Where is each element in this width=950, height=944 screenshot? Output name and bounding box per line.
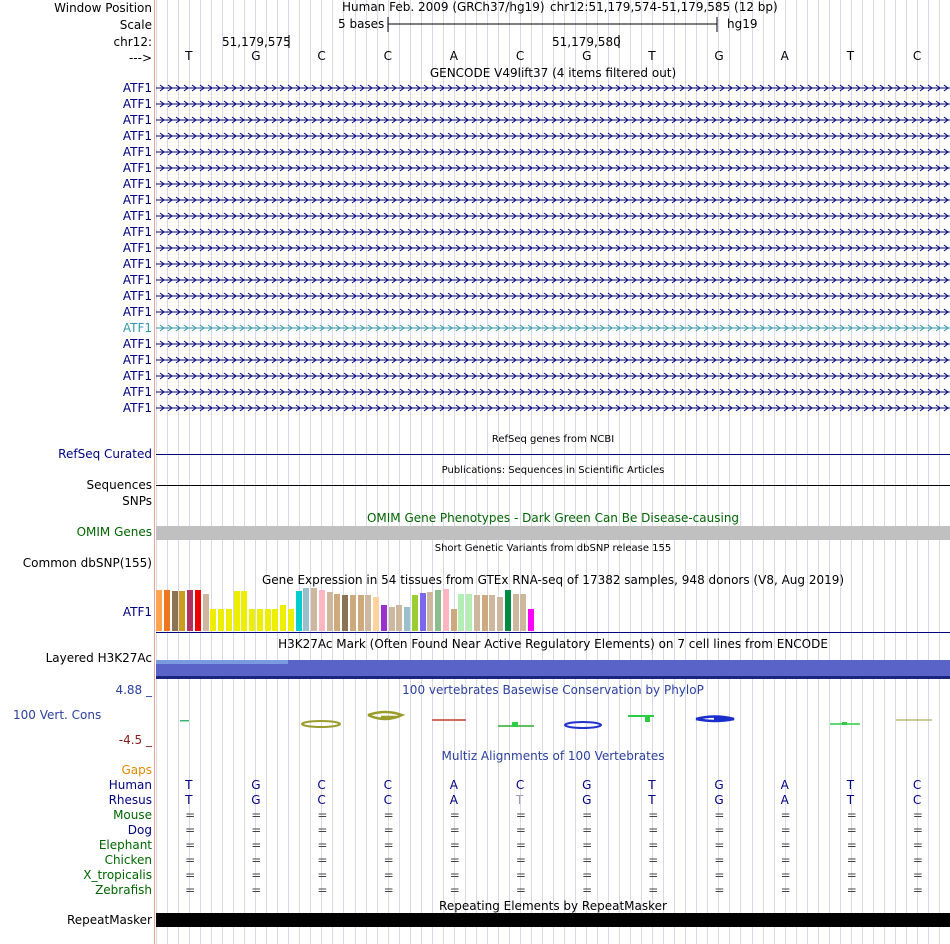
gtex-tissue-bar[interactable] <box>381 605 387 631</box>
alignment-base: = <box>449 883 460 897</box>
gtex-tissue-bar[interactable] <box>272 609 278 631</box>
gtex-tissue-bar[interactable] <box>458 594 464 631</box>
alignment-base: = <box>449 853 460 867</box>
alignment-base: = <box>780 838 791 852</box>
alignment-base: = <box>515 853 526 867</box>
cons-mark <box>180 720 189 722</box>
alignment-base: G <box>714 793 724 807</box>
gtex-tissue-bar[interactable] <box>358 595 364 631</box>
species-label[interactable]: Elephant <box>98 838 152 852</box>
alignment-base: = <box>714 853 725 867</box>
gencode-item-label[interactable]: ATF1 <box>122 97 152 111</box>
gtex-tissue-bar[interactable] <box>303 588 309 631</box>
gencode-item-label[interactable]: ATF1 <box>122 209 152 223</box>
species-label[interactable]: Human <box>108 778 152 792</box>
alignment-base: = <box>714 868 725 882</box>
alignment-base: = <box>582 838 593 852</box>
alignment-base: = <box>317 853 328 867</box>
alignment-base: = <box>780 853 791 867</box>
alignment-base: = <box>515 883 526 897</box>
gtex-tissue-bar[interactable] <box>427 592 433 631</box>
h3k27ac-signal-peak <box>156 660 288 664</box>
gtex-tissue-bar[interactable] <box>451 609 457 631</box>
gtex-tissue-bar[interactable] <box>249 609 255 631</box>
gencode-item-label[interactable]: ATF1 <box>122 193 152 207</box>
gencode-transcript[interactable] <box>156 147 950 157</box>
gtex-tissue-bar[interactable] <box>404 607 410 631</box>
alignment-base: = <box>912 868 923 882</box>
repeatmasker-title: Repeating Elements by RepeatMasker <box>439 899 667 913</box>
base-letter: C <box>515 49 525 63</box>
alignment-base: = <box>648 823 659 837</box>
gtex-tissue-bar[interactable] <box>172 591 178 631</box>
alignment-base: = <box>648 868 659 882</box>
gencode-item-label[interactable]: ATF1 <box>122 321 152 335</box>
gtex-tissue-bar[interactable] <box>226 609 232 631</box>
alignment-base: = <box>846 808 857 822</box>
alignment-base: = <box>714 883 725 897</box>
alignment-base: = <box>780 883 791 897</box>
coord-right: 51,179,580 <box>552 35 621 49</box>
alignment-base: = <box>582 868 593 882</box>
alignment-base: = <box>383 823 394 837</box>
multiz-title: Multiz Alignments of 100 Vertebrates <box>441 749 665 763</box>
snps-label[interactable]: SNPs <box>122 494 152 508</box>
alignment-base: = <box>449 838 460 852</box>
alignment-base: = <box>383 808 394 822</box>
gencode-transcript[interactable] <box>156 211 950 221</box>
gtex-tissue-bar[interactable] <box>443 589 449 631</box>
base-letter: A <box>449 49 458 63</box>
alignment-base: G <box>582 778 592 792</box>
alignment-base: = <box>912 808 923 822</box>
cons-mark <box>368 712 402 719</box>
alignment-base: = <box>449 823 460 837</box>
alignment-base: = <box>582 883 593 897</box>
base-letter: C <box>912 49 922 63</box>
gencode-item-label[interactable]: ATF1 <box>122 145 152 159</box>
scale-label: Scale <box>119 18 152 32</box>
gtex-tissue-bar[interactable] <box>241 591 247 631</box>
gtex-tissue-bar[interactable] <box>350 595 356 631</box>
gtex-tissue-bar[interactable] <box>365 595 371 631</box>
gtex-tissue-bar[interactable] <box>482 595 488 631</box>
alignment-base: = <box>383 868 394 882</box>
gencode-item-label[interactable]: ATF1 <box>122 177 152 191</box>
cons-label[interactable]: 100 Vert. Cons <box>13 708 102 722</box>
omim-title: OMIM Gene Phenotypes - Dark Green Can Be Disease-causing <box>366 511 740 525</box>
alignment-base: = <box>317 838 328 852</box>
alignment-base: A <box>449 778 458 792</box>
cons-min: -4.5 _ <box>118 733 152 747</box>
alignment-base: = <box>383 838 394 852</box>
alignment-base: = <box>780 868 791 882</box>
alignment-base: = <box>251 883 262 897</box>
gencode-item-label[interactable]: ATF1 <box>122 305 152 319</box>
gencode-item-label[interactable]: ATF1 <box>122 385 152 399</box>
base-letter: T <box>648 49 656 63</box>
alignment-base: = <box>846 853 857 867</box>
species-label[interactable]: X_tropicalis <box>83 868 152 882</box>
alignment-base: T <box>185 778 193 792</box>
alignment-base: = <box>185 883 196 897</box>
gtex-baseline <box>156 632 950 633</box>
alignment-base: = <box>648 853 659 867</box>
gencode-transcript[interactable] <box>156 355 950 365</box>
alignment-base: = <box>251 868 262 882</box>
alignment-base: = <box>515 808 526 822</box>
gaps-label[interactable]: Gaps <box>121 763 152 777</box>
gencode-transcript[interactable] <box>156 99 950 109</box>
gencode-transcript[interactable] <box>156 83 950 93</box>
gencode-item-label[interactable]: ATF1 <box>122 289 152 303</box>
cons-max: 4.88 _ <box>115 683 152 697</box>
gtex-tissue-bar[interactable] <box>311 588 317 631</box>
alignment-base: = <box>383 883 394 897</box>
gtex-tissue-bar[interactable] <box>342 595 348 631</box>
gtex-tissue-bar[interactable] <box>156 590 162 631</box>
alignment-base: = <box>714 838 725 852</box>
gencode-transcript[interactable] <box>156 243 950 253</box>
gencode-transcript[interactable] <box>156 195 950 205</box>
alignment-base: = <box>846 883 857 897</box>
gtex-tissue-bar[interactable] <box>505 590 511 631</box>
gencode-transcript[interactable] <box>156 259 950 269</box>
base-letter: G <box>582 49 592 63</box>
gtex-tissue-bar[interactable] <box>210 609 216 631</box>
alignment-base: T <box>185 793 193 807</box>
alignment-base: G <box>251 778 261 792</box>
cons-mark <box>645 716 650 722</box>
gtex-tissue-bar[interactable] <box>513 594 519 631</box>
gencode-transcript[interactable] <box>156 371 950 381</box>
alignment-base: = <box>317 868 328 882</box>
gtex-tissue-bar[interactable] <box>288 609 294 631</box>
gtex-tissue-bar[interactable] <box>389 607 395 631</box>
alignment-base: C <box>317 778 326 792</box>
h3k27ac-title: H3K27Ac Mark (Often Found Near Active Regulatory Elements) on 7 cell lines from ENCODE <box>278 637 828 651</box>
cons-mark <box>842 722 847 725</box>
alignment-base: C <box>317 793 326 807</box>
alignment-base: = <box>251 823 262 837</box>
cons-mark <box>696 717 734 722</box>
alignment-base: = <box>582 853 593 867</box>
gtex-tissue-bar[interactable] <box>265 609 271 631</box>
gencode-title: GENCODE V49lift37 (4 items filtered out) <box>429 66 677 80</box>
gencode-item-label[interactable]: ATF1 <box>122 369 152 383</box>
gtex-tissue-bar[interactable] <box>520 594 526 631</box>
gtex-bar-chart[interactable] <box>156 588 550 631</box>
alignment-base: T <box>648 778 656 792</box>
refseq-line[interactable] <box>156 454 950 455</box>
gencode-transcript[interactable] <box>156 323 950 333</box>
alignment-base: = <box>383 853 394 867</box>
gencode-item-label[interactable]: ATF1 <box>122 241 152 255</box>
alignment-base: = <box>714 823 725 837</box>
gencode-item-label[interactable]: ATF1 <box>122 113 152 127</box>
gtex-tissue-bar[interactable] <box>528 609 534 631</box>
alignment-base: = <box>912 853 923 867</box>
gtex-tissue-bar[interactable] <box>474 595 480 631</box>
alignment-base: = <box>185 808 196 822</box>
gtex-tissue-bar[interactable] <box>489 595 495 631</box>
alignment-base: = <box>515 838 526 852</box>
alignment-base: = <box>648 838 659 852</box>
gtex-tissue-bar[interactable] <box>280 605 286 631</box>
publications-title: Publications: Sequences in Scientific Articles <box>441 465 665 476</box>
species-label[interactable]: Mouse <box>113 808 152 822</box>
omim-label[interactable]: OMIM Genes <box>76 525 152 539</box>
dbsnp-title: Short Genetic Variants from dbSNP release 155 <box>434 543 672 554</box>
gtex-tissue-bar[interactable] <box>187 590 193 631</box>
gtex-tissue-bar[interactable] <box>334 594 340 631</box>
alignment-base: = <box>317 883 328 897</box>
alignment-base: = <box>449 868 460 882</box>
alignment-base: = <box>185 868 196 882</box>
alignment-base: = <box>648 883 659 897</box>
alignment-base: T <box>846 778 855 792</box>
alignment-base: = <box>846 838 857 852</box>
base-letter: C <box>383 49 392 63</box>
species-label[interactable]: Zebrafish <box>95 883 152 897</box>
label-divider <box>154 0 155 944</box>
omim-bar[interactable] <box>156 526 950 540</box>
alignment-base: = <box>251 838 262 852</box>
gtex-tissue-bar[interactable] <box>164 590 170 631</box>
position-text[interactable]: chr12:51,179,574-51,179,585 (12 bp) <box>550 0 778 14</box>
alignment-base: G <box>251 793 261 807</box>
gtex-tissue-bar[interactable] <box>319 590 325 631</box>
species-label[interactable]: Chicken <box>104 853 152 867</box>
alignment-base: A <box>780 793 789 807</box>
gencode-transcript[interactable] <box>156 339 950 349</box>
alignment-base: = <box>846 823 857 837</box>
alignment-base: = <box>912 823 923 837</box>
window-position-label: Window Position <box>54 1 152 15</box>
gtex-tissue-bar[interactable] <box>257 609 263 631</box>
base-letter: T <box>185 49 193 63</box>
cons-mark <box>302 721 340 727</box>
alignment-base: C <box>515 778 525 792</box>
alignment-base: = <box>582 808 593 822</box>
gencode-item-label[interactable]: ATF1 <box>122 353 152 367</box>
gtex-tissue-bar[interactable] <box>296 591 302 631</box>
alignment-base: T <box>515 793 524 807</box>
repeatmasker-bar[interactable] <box>156 913 950 927</box>
alignment-base: = <box>185 853 196 867</box>
alignment-base: = <box>185 838 196 852</box>
repeatmasker-label[interactable]: RepeatMasker <box>66 913 152 927</box>
alignment-base: G <box>582 793 592 807</box>
cons-mark <box>565 722 601 728</box>
gencode-item-label[interactable]: ATF1 <box>122 81 152 95</box>
alignment-base: = <box>515 868 526 882</box>
alignment-base: A <box>780 778 789 792</box>
gtex-tissue-bar[interactable] <box>179 591 185 631</box>
gencode-transcript[interactable] <box>156 291 950 301</box>
gencode-transcript[interactable] <box>156 115 950 125</box>
alignment-base: = <box>648 808 659 822</box>
scale-db: hg19 <box>727 17 758 31</box>
strand-label: ---> <box>128 51 152 65</box>
assembly-title: Human Feb. 2009 (GRCh37/hg19) <box>342 0 545 14</box>
gencode-transcript[interactable] <box>156 131 950 141</box>
gencode-item-label[interactable]: ATF1 <box>122 337 152 351</box>
alignment-base: = <box>912 838 923 852</box>
gtex-tissue-bar[interactable] <box>396 605 402 631</box>
gtex-tissue-bar[interactable] <box>195 590 201 631</box>
h3k27ac-label[interactable]: Layered H3K27Ac <box>45 651 152 665</box>
coord-left: 51,179,575 <box>222 35 291 49</box>
alignment-base: A <box>449 793 458 807</box>
alignment-base: T <box>846 793 855 807</box>
alignment-base: C <box>383 793 392 807</box>
species-label[interactable]: Rhesus <box>108 793 152 807</box>
gtex-tissue-bar[interactable] <box>373 597 379 631</box>
conservation-logo[interactable] <box>156 706 950 730</box>
alignment-base: C <box>383 778 392 792</box>
gencode-transcript[interactable] <box>156 227 950 237</box>
base-letter: G <box>714 49 724 63</box>
base-letter: G <box>251 49 261 63</box>
refseq-label[interactable]: RefSeq Curated <box>58 447 152 461</box>
alignment-base: G <box>714 778 724 792</box>
alignment-base: C <box>912 793 922 807</box>
gtex-tissue-bar[interactable] <box>327 592 333 631</box>
base-letter: C <box>317 49 326 63</box>
alignment-base: = <box>780 808 791 822</box>
alignment-base: = <box>449 808 460 822</box>
base-letter: A <box>780 49 789 63</box>
species-label[interactable]: Dog <box>127 823 152 837</box>
publications-line[interactable] <box>156 485 950 486</box>
alignment-base: = <box>582 823 593 837</box>
h3k27ac-base <box>156 676 950 679</box>
gencode-item-label[interactable]: ATF1 <box>122 401 152 415</box>
alignment-base: = <box>317 808 328 822</box>
gencode-transcript[interactable] <box>156 403 950 413</box>
chr-label: chr12: <box>113 35 152 49</box>
gtex-tissue-bar[interactable] <box>420 593 426 631</box>
gtex-tissue-bar[interactable] <box>435 590 441 631</box>
alignment-base: = <box>912 883 923 897</box>
scale-text: 5 bases <box>338 17 385 31</box>
gencode-transcript[interactable] <box>156 387 950 397</box>
alignment-base: = <box>251 808 262 822</box>
base-letter: T <box>846 49 855 63</box>
publications-label[interactable]: Sequences <box>86 478 152 492</box>
gtex-tissue-bar[interactable] <box>466 594 472 631</box>
gencode-item-label[interactable]: ATF1 <box>122 129 152 143</box>
gencode-transcript[interactable] <box>156 179 950 189</box>
alignment-base: = <box>846 868 857 882</box>
gtex-tissue-bar[interactable] <box>497 597 503 631</box>
alignment-base: = <box>780 823 791 837</box>
cons-title: 100 vertebrates Basewise Conservation by PhyloP <box>402 683 704 697</box>
gtex-tissue-bar[interactable] <box>218 609 224 631</box>
gtex-label[interactable]: ATF1 <box>122 605 152 619</box>
gtex-tissue-bar[interactable] <box>412 595 418 631</box>
gencode-item-label[interactable]: ATF1 <box>122 225 152 239</box>
gencode-item-label[interactable]: ATF1 <box>122 257 152 271</box>
gencode-transcript[interactable] <box>156 163 950 173</box>
dbsnp-label[interactable]: Common dbSNP(155) <box>22 556 152 570</box>
base-sequence <box>156 49 950 63</box>
alignment-base: C <box>912 778 922 792</box>
gencode-item-label[interactable]: ATF1 <box>122 273 152 287</box>
cons-mark <box>512 722 518 727</box>
alignment-base: = <box>185 823 196 837</box>
alignment-base: = <box>317 823 328 837</box>
alignment-base: = <box>515 823 526 837</box>
refseq-title: RefSeq genes from NCBI <box>491 434 615 445</box>
gencode-transcript[interactable] <box>156 275 950 285</box>
gtex-title: Gene Expression in 54 tissues from GTEx RNA-seq of 17382 samples, 948 donors (V8, Aug 2019) <box>261 573 845 587</box>
gtex-tissue-bar[interactable] <box>203 594 209 631</box>
gencode-transcript[interactable] <box>156 307 950 317</box>
alignment-base: T <box>648 793 656 807</box>
alignment-base: = <box>251 853 262 867</box>
gencode-item-label[interactable]: ATF1 <box>122 161 152 175</box>
alignment-base: = <box>714 808 725 822</box>
gtex-tissue-bar[interactable] <box>234 591 240 631</box>
